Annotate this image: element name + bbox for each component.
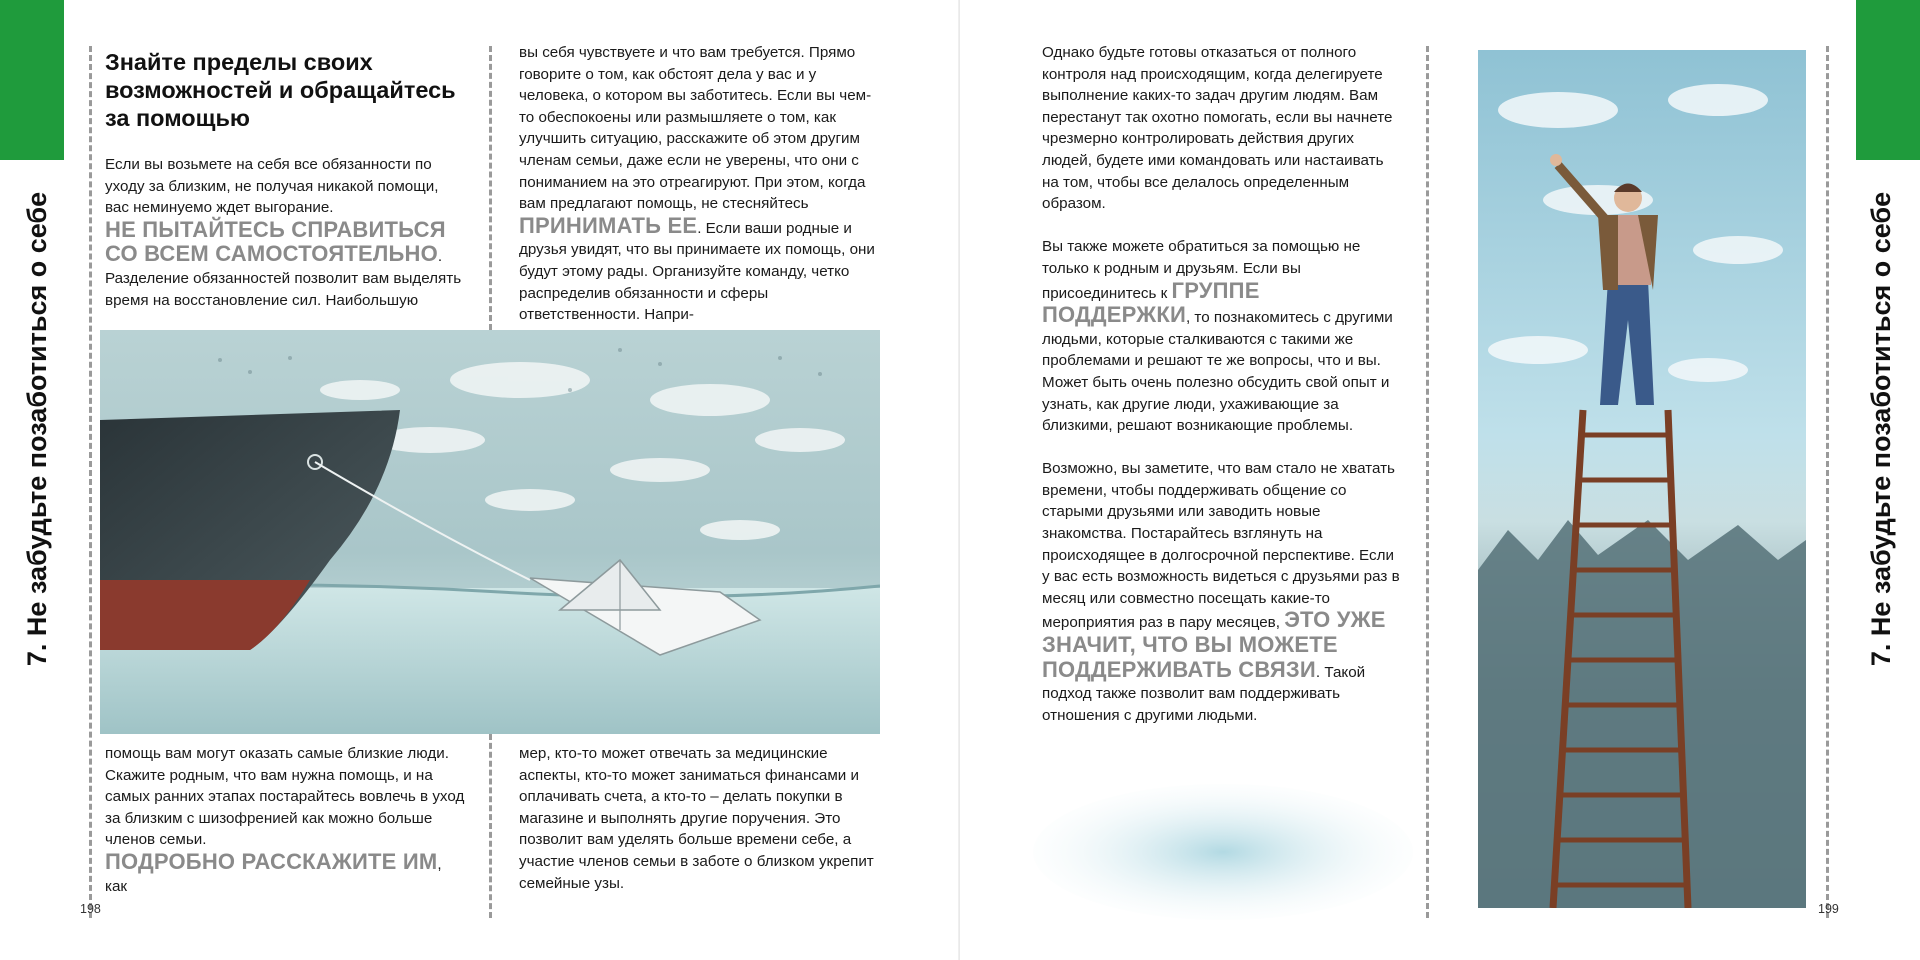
left-column-bottom: [105, 743, 467, 897]
paragraph-text: Возможно, вы заметите, что вам стало не хватать времени, чтобы поддерживать общение со старыми друзьями или заводить новые знакомства. Постарайтесь взглянуть на происходящее в долгосрочной перспективе. Если у вас есть возможность видеться с друзьями раз в месяц или совместно посещать какие-то мероприятия раз в пару месяцев,: [1042, 460, 1400, 632]
page-number-left: 198: [80, 902, 101, 916]
chapter-tab-left: [0, 0, 64, 160]
right-page-text-column: [1042, 42, 1404, 726]
boat-icon: [100, 330, 880, 734]
right-page: [960, 0, 1920, 960]
chapter-tab-right: [1856, 0, 1920, 160]
paragraph-text: Вы также можете обратиться за помощью не только к родным и друзьям. Если вы присоединитесь к: [1042, 238, 1361, 302]
chapter-side-title-left: [22, 186, 56, 672]
highlight-phrase: НЕ ПЫТАЙТЕСЬ СПРАВИТЬСЯ СО ВСЕМ САМОСТОЯТЕЛЬНО: [105, 216, 446, 267]
paragraph: [519, 42, 879, 326]
chapter-side-title-text: 7. Не забудьте позаботиться о себе: [1866, 191, 1896, 667]
paragraph: [1042, 458, 1404, 726]
paragraph-text: . Если ваши родные и друзья увидят, что вы принимаете их помощь, они будут этому рады. Организуйте команду, четко распределив обязанности и сферы ответственности. Напри-: [519, 219, 875, 324]
highlight-phrase: ГРУППЕ ПОДДЕРЖКИ: [1042, 277, 1260, 328]
paragraph: мер, кто-то может отвечать за медицинские аспекты, кто-то может заниматься финансами и оплачивать счета, а кто-то – делать покупки в магазине и выполнять другие поручения. Это позволит вам уделять больше времени себе, а участие членов семьи в заботе о близком укрепит семейные узы.: [519, 745, 874, 892]
watercolor-splash: [1030, 782, 1416, 922]
column-divider: [1426, 46, 1429, 918]
right-column-bottom: [519, 743, 881, 894]
highlight-phrase: ЭТО УЖЕ ЗНАЧИТ, ЧТО ВЫ МОЖЕТЕ ПОДДЕРЖИВАТЬ СВЯЗИ: [1042, 607, 1386, 682]
ladder-illustration: [1478, 50, 1806, 908]
section-heading: Знайте пределы своих возможностей и обращайтесь за помощью: [105, 49, 456, 131]
column-divider: [89, 46, 92, 918]
paragraph-text: . Разделение обязанностей позволит вам выделять время на восстановление сил. Наибольшую: [105, 248, 462, 309]
paragraph-text: . Такой подход также позволит вам поддерживать отношения с другими людьми.: [1042, 663, 1366, 724]
column-divider: [489, 46, 492, 330]
paragraph: Однако будьте готовы отказаться от полного контроля над происходящим, когда делегируете выполнение каких-то задач другим людям. Вам перестанут так охотно помогать, если вы начнете чрезмерно контролировать действия других людей, будете ими командовать или настаивать на том, чтобы все делалось определенным образом.: [1042, 44, 1393, 213]
paragraph: [1042, 236, 1404, 436]
boat-illustration: [100, 330, 880, 734]
left-column-top: [105, 48, 465, 311]
paragraph-text: , то познакомитесь с другими людьми, которые сталкиваются с такими же проблемами и решают те же вопросы, что и вы. Может быть очень полезно обсудить свой опыт и узнать, как другие люди, ухаживающие за близкими, решают возникающие проблемы.: [1042, 309, 1393, 435]
highlight-phrase: ПОДРОБНО РАССКАЖИТЕ ИМ: [105, 848, 438, 874]
watercolor-icon: [1030, 782, 1416, 922]
chapter-side-title-right: [1866, 186, 1900, 672]
paragraph: [105, 743, 467, 897]
page-number-right: 199: [1818, 902, 1839, 916]
chapter-side-title-text: 7. Не забудьте позаботиться о себе: [22, 191, 52, 667]
column-divider: [1826, 46, 1829, 918]
paragraph: [105, 154, 465, 311]
paragraph-text: Если вы возьмете на себя все обязанности по уходу за близким, не получая никакой помощи, вас неминуемо ждет выгорание.: [105, 156, 439, 217]
ladder-icon: [1478, 50, 1806, 908]
column-divider: [489, 734, 492, 918]
paragraph-text: помощь вам могут оказать самые близкие люди. Скажите родным, что вам нужна помощь, и на самых ранних этапах постарайтесь вовлечь в уход за близким с шизофренией как можно больше членов семьи.: [105, 745, 465, 849]
right-column-top: [519, 42, 879, 326]
paragraph-text: вы себя чувствуете и что вам требуется. Прямо говорите о том, как обстоят дела у вас и у человека, о котором вы заботитесь. Если вы чем-то обеспокоены или размышляете о том, как улучшить ситуацию, расскажите об этом другим членам семьи, даже если не уверены, что они с пониманием на это отреагируют. При этом, когда вам предлагают помощь, не стесняйтесь: [519, 44, 872, 213]
highlight-phrase: ПРИНИМАТЬ ЕЕ: [519, 212, 698, 238]
paragraph-text: , как: [105, 855, 442, 895]
